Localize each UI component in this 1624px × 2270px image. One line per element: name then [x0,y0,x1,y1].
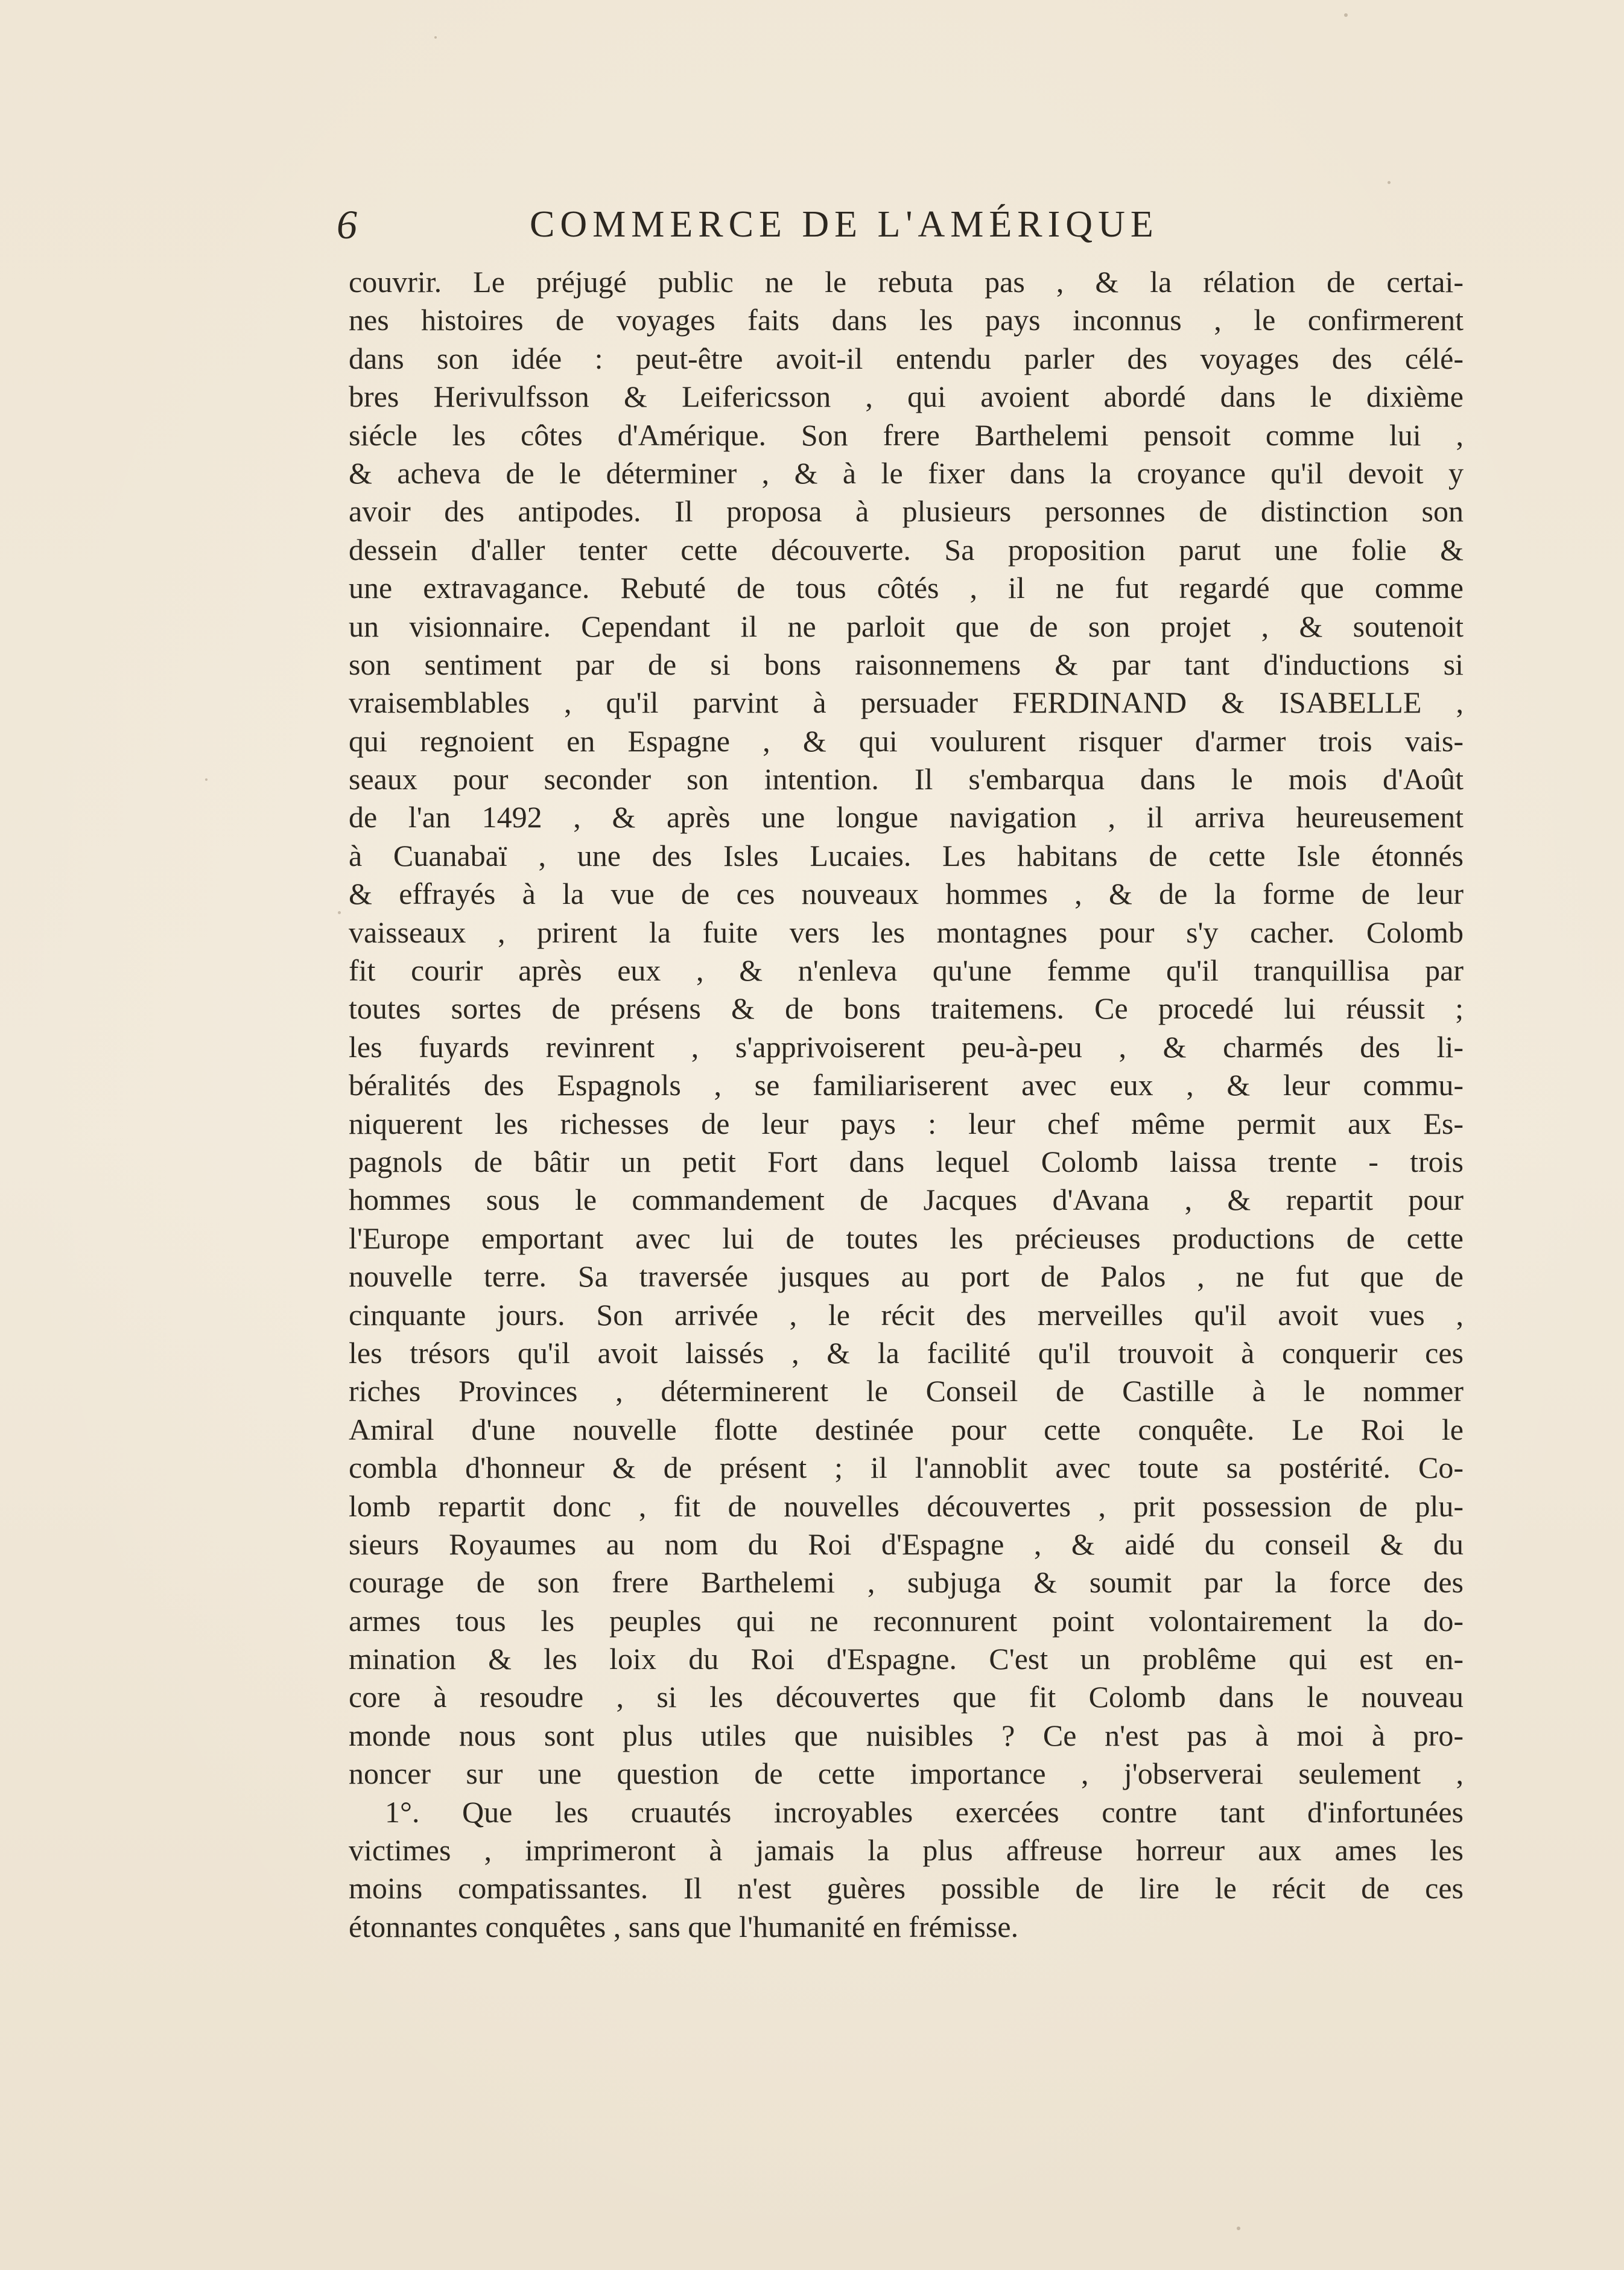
paper-speck [434,36,437,39]
running-title: COMMERCE DE L'AMÉRIQUE [530,204,1159,245]
paper-speck [338,911,341,914]
text-line: avoir des antipodes. Il proposa à plusieurs personnes de distinction son [349,494,1464,529]
paper-speck [1344,13,1348,17]
text-line: 1°. Que les cruautés incroyables exercées contre tant d'infortunées [385,1795,1464,1829]
text-line: courage de son frere Barthelemi , subjuga & soumit par la force des [349,1565,1464,1600]
text-line: son sentiment par de si bons raisonnemens & par tant d'inductions si [349,647,1464,681]
text-line: pagnols de bâtir un petit Fort dans lequel Colomb laissa trente - trois [349,1144,1464,1178]
text-line: un visionnaire. Cependant il ne parloit que de son projet , & soutenoit [349,609,1464,643]
text-line: les fuyards revinrent , s'apprivoiserent peu-à-peu , & charmés des li- [349,1029,1464,1064]
text-line: seaux pour seconder son intention. Il s'embarqua dans le mois d'Août [349,762,1464,796]
text-line: & acheva de le déterminer , & à le fixer dans la croyance qu'il devoit y [349,456,1464,490]
text-line: de l'an 1492 , & après une longue navigation , il arriva heureusement [349,800,1464,835]
text-line: & effrayés à la vue de ces nouveaux hommes , & de la forme de leur [349,877,1464,911]
text-line: monde nous sont plus utiles que nuisibles ? Ce n'est pas à moi à pro- [349,1718,1464,1752]
text-line: Amiral d'une nouvelle flotte destinée pour cette conquête. Le Roi le [349,1412,1464,1446]
text-line: niquerent les richesses de leur pays : leur chef même permit aux Es- [349,1106,1464,1140]
text-line: à Cuanabaï , une des Isles Lucaies. Les habitans de cette Isle étonnés [349,838,1464,873]
text-line: hommes sous le commandement de Jacques d'Avana , & repartit pour [349,1183,1464,1217]
text-line: mination & les loix du Roi d'Espagne. C'est un problême qui est en- [349,1642,1464,1676]
body-text [349,263,1464,1946]
text-line: moins compatissantes. Il n'est guères possible de lire le récit de ces [349,1871,1464,1906]
text-line: étonnantes conquêtes , sans que l'humanité en frémisse. [349,1909,1019,1944]
text-line: vaisseaux , prirent la fuite vers les montagnes pour s'y cacher. Colomb [349,915,1464,949]
text-line: siécle les côtes d'Amérique. Son frere Barthelemi pensoit comme lui , [349,418,1464,452]
text-line: bres Herivulfsson & Leifericsson , qui avoient abordé dans le dixième [349,380,1464,414]
text-line: cinquante jours. Son arrivée , le récit des merveilles qu'il avoit vues , [349,1297,1464,1332]
text-line: dessein d'aller tenter cette découverte. Sa proposition parut une folie & [349,532,1464,567]
paper-speck [1388,181,1391,184]
text-line: lomb repartit donc , fit de nouvelles découvertes , prit possession de plu- [349,1489,1464,1523]
text-line: les trésors qu'il avoit laissés , & la facilité qu'il trouvoit à conquerir ces [349,1335,1464,1370]
text-line: armes tous les peuples qui ne reconnurent point volontairement la do- [349,1603,1464,1638]
text-line: nes histoires de voyages faits dans les pays inconnus , le confirmerent [349,303,1464,337]
page-header [337,200,1314,249]
text-line: couvrir. Le préjugé public ne le rebuta pas , & la rélation de certai- [349,265,1464,299]
page-number: 6 [337,202,357,247]
text-line: vraisemblables , qu'il parvint à persuader FERDINAND & ISABELLE , [349,685,1464,720]
text-line: fit courir après eux , & n'enleva qu'une femme qu'il tranquillisa par [349,953,1464,988]
text-line: toutes sortes de présens & de bons traitemens. Ce procedé lui réussit ; [349,991,1464,1026]
text-line: riches Provinces , déterminerent le Conseil de Castille à le nommer [349,1374,1464,1408]
text-line: l'Europe emportant avec lui de toutes les précieuses productions de cette [349,1221,1464,1255]
text-line: core à resoudre , si les découvertes que fit Colomb dans le nouveau [349,1680,1464,1714]
text-line: une extravagance. Rebuté de tous côtés , il ne fut regardé que comme [349,571,1464,605]
text-line: béralités des Espagnols , se familiariserent avec eux , & leur commu- [349,1068,1464,1102]
text-line: noncer sur une question de cette importance , j'observerai seulement , [349,1757,1464,1791]
text-line: combla d'honneur & de présent ; il l'annoblit avec toute sa postérité. Co- [349,1451,1464,1485]
text-line: dans son idée : peut-être avoit-il entendu parler des voyages des célé- [349,341,1464,375]
paper-speck [1237,2227,1240,2230]
text-line: victimes , imprimeront à jamais la plus affreuse horreur aux ames les [349,1833,1464,1868]
paper-speck [205,778,208,781]
text-line: sieurs Royaumes au nom du Roi d'Espagne , & aidé du conseil & du [349,1527,1464,1561]
text-line: nouvelle terre. Sa traversée jusques au port de Palos , ne fut que de [349,1259,1464,1294]
text-line: qui regnoient en Espagne , & qui voulurent risquer d'armer trois vais- [349,723,1464,758]
